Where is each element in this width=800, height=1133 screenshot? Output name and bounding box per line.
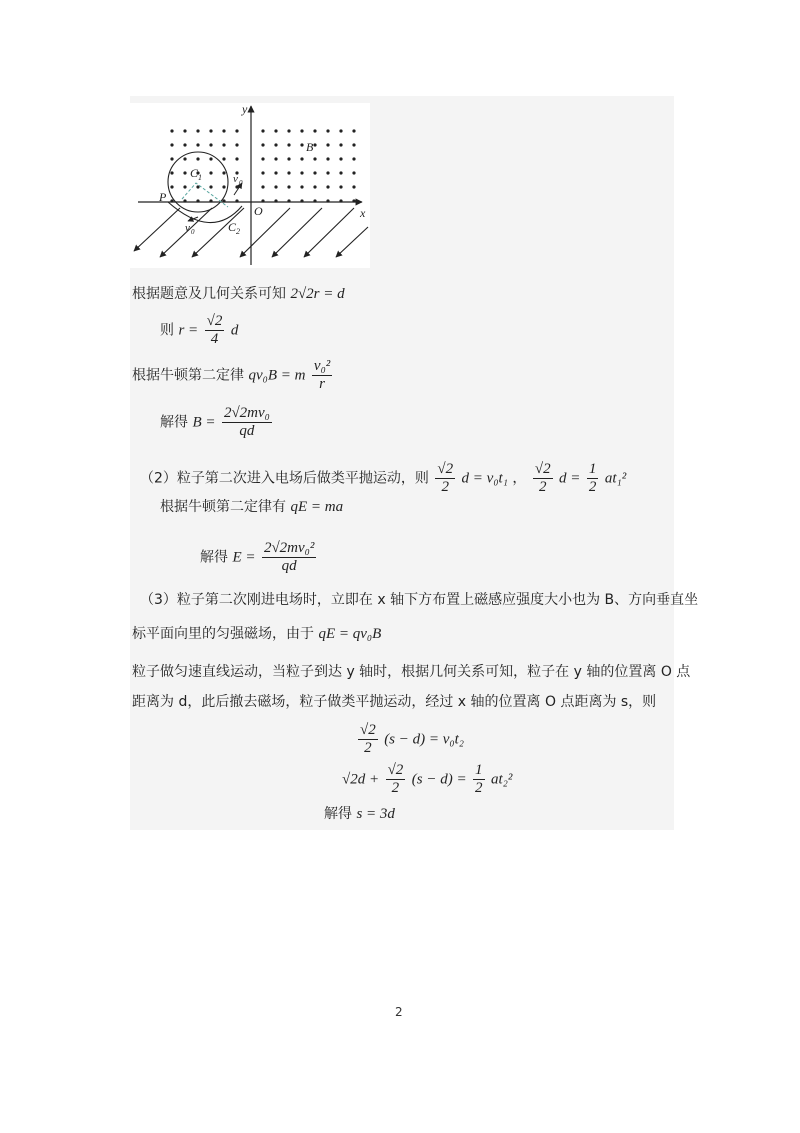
field-dot bbox=[209, 157, 212, 160]
text-line-14 bbox=[324, 804, 395, 824]
field-dot bbox=[183, 129, 186, 132]
eq5a-den: 2 bbox=[441, 479, 449, 495]
field-dot bbox=[235, 129, 238, 132]
field-dot bbox=[339, 171, 342, 174]
text-part2-intro: （2）粒子第二次进入电场后做类平抛运动，则 bbox=[140, 470, 429, 487]
field-dot bbox=[313, 171, 316, 174]
field-dot bbox=[287, 157, 290, 160]
field-dot bbox=[339, 157, 342, 160]
eq5b-num: √2 bbox=[534, 461, 551, 477]
text-solve-s: 解得 bbox=[324, 806, 352, 822]
field-dot bbox=[170, 143, 173, 146]
field-dot bbox=[170, 129, 173, 132]
eq5b-half-den: 2 bbox=[588, 479, 597, 495]
text-then: 则 bbox=[160, 322, 174, 339]
field-dot bbox=[274, 143, 277, 146]
text-newton-has: 根据牛顿第二定律有 bbox=[160, 499, 286, 515]
text-line-7 bbox=[200, 540, 318, 575]
text-comma: ， bbox=[512, 470, 527, 487]
field-dot bbox=[222, 129, 225, 132]
eq-B-den: qd bbox=[239, 423, 255, 439]
eq5b-den: 2 bbox=[538, 479, 547, 495]
eq-r-fraction bbox=[205, 313, 225, 348]
eq5b-fraction bbox=[533, 461, 553, 496]
field-dot bbox=[287, 171, 290, 174]
field-dot bbox=[326, 157, 329, 160]
eq-E-lhs: E = bbox=[232, 549, 256, 566]
magnetic-field-dots bbox=[170, 129, 355, 202]
text-line-10: 粒子做匀速直线运动，当粒子到达 y 轴时，根据几何关系可知，粒子在 y 轴的位置离 O 点 bbox=[132, 664, 691, 680]
eq5b-rhs: at₁² bbox=[604, 470, 627, 487]
label-O: O bbox=[254, 204, 263, 218]
field-dot bbox=[183, 185, 186, 188]
field-dot bbox=[209, 143, 212, 146]
field-dot bbox=[326, 129, 329, 132]
eq5b-half bbox=[587, 461, 599, 496]
eq-2root2r: 2√2r = d bbox=[290, 286, 345, 302]
field-dot bbox=[261, 129, 264, 132]
field-dot bbox=[170, 185, 173, 188]
text-newton-law: 根据牛顿第二定律 bbox=[132, 367, 244, 384]
field-dot bbox=[313, 129, 316, 132]
label-v0-left-sub: 0 bbox=[191, 228, 195, 236]
text-solve-B: 解得 bbox=[160, 414, 188, 431]
text-solve-E: 解得 bbox=[200, 549, 228, 566]
field-dot bbox=[300, 185, 303, 188]
label-C2-sub: 2 bbox=[236, 227, 240, 236]
field-dot bbox=[274, 157, 277, 160]
field-dot bbox=[222, 143, 225, 146]
text-line-8: （3）粒子第二次刚进电场时，立即在 x 轴下方布置上磁感应强度大小也为 B、方向垂直坐 bbox=[140, 592, 699, 608]
field-dot bbox=[313, 157, 316, 160]
field-dot bbox=[352, 171, 355, 174]
field-dot bbox=[196, 143, 199, 146]
field-dot bbox=[222, 157, 225, 160]
label-C1: C bbox=[190, 166, 199, 180]
field-dot bbox=[352, 185, 355, 188]
field-dot bbox=[326, 143, 329, 146]
field-dot bbox=[261, 143, 264, 146]
eq13-half-den: 2 bbox=[475, 780, 483, 796]
field-dot bbox=[183, 171, 186, 174]
text-line-4 bbox=[160, 405, 274, 440]
label-v0-left: v bbox=[185, 222, 190, 234]
label-v0-right-sub: 0 bbox=[239, 179, 243, 187]
eq-E-den: qd bbox=[281, 558, 297, 574]
eq-r-lhs: r = bbox=[178, 322, 199, 339]
label-B: B bbox=[306, 140, 314, 154]
field-dot bbox=[313, 185, 316, 188]
field-dot bbox=[196, 129, 199, 132]
field-dot bbox=[287, 129, 290, 132]
text-line-12 bbox=[356, 722, 464, 757]
field-dot bbox=[170, 171, 173, 174]
eq-r-den: 4 bbox=[210, 331, 219, 347]
eq-E-fraction bbox=[262, 540, 316, 575]
field-dot bbox=[222, 171, 225, 174]
field-dot bbox=[235, 157, 238, 160]
eq13-num: √2 bbox=[387, 762, 404, 778]
field-dot bbox=[170, 157, 173, 160]
text-part3-field: 标平面向里的匀强磁场，由于 bbox=[132, 626, 314, 642]
field-dot bbox=[339, 129, 342, 132]
eq-r-rhs: d bbox=[230, 322, 239, 339]
field-dot bbox=[326, 171, 329, 174]
eq-lorentz-num: v₀² bbox=[313, 358, 331, 374]
field-dot bbox=[183, 157, 186, 160]
eq13-lhs: √2d + bbox=[342, 771, 380, 788]
field-dot bbox=[274, 185, 277, 188]
eq12-num: √2 bbox=[360, 722, 376, 738]
eq13-half-num: 1 bbox=[475, 762, 483, 778]
text-line-3 bbox=[132, 358, 334, 393]
field-dot bbox=[235, 143, 238, 146]
eq-B-fraction bbox=[222, 405, 272, 440]
eq12-rhs: (s − d) = v₀t₂ bbox=[384, 731, 465, 748]
eq5a-fraction bbox=[435, 461, 455, 496]
text-line-1 bbox=[132, 284, 345, 304]
text-line-9 bbox=[132, 624, 381, 644]
field-dot bbox=[209, 171, 212, 174]
eq5a-num: √2 bbox=[437, 461, 454, 477]
text-line-6 bbox=[160, 497, 343, 517]
text-line-11: 距离为 d，此后撤去磁场，粒子做类平抛运动，经过 x 轴的位置离 O 点距离为 s，则 bbox=[132, 694, 657, 710]
eq-qE-ma: qE = ma bbox=[290, 499, 344, 515]
field-dot bbox=[352, 143, 355, 146]
eq-qE-qvB: qE = qv₀B bbox=[318, 626, 382, 642]
field-dot bbox=[209, 185, 212, 188]
field-dot bbox=[287, 185, 290, 188]
eq-lorentz-den: r bbox=[319, 376, 326, 392]
eq13-fraction bbox=[386, 762, 406, 797]
field-dot bbox=[222, 185, 225, 188]
field-dot bbox=[261, 157, 264, 160]
eq-B-num: 2√2mv₀ bbox=[223, 405, 270, 421]
page-number: 2 bbox=[395, 1005, 403, 1019]
eq5a-rhs: d = v₀t₁ bbox=[461, 470, 508, 487]
eq-s: s = 3d bbox=[356, 806, 395, 822]
field-dot bbox=[196, 157, 199, 160]
field-diagram bbox=[130, 103, 370, 268]
eq13-den: 2 bbox=[391, 780, 400, 796]
eq-E-num: 2√2mv₀² bbox=[263, 540, 315, 556]
text-geometry-intro: 根据题意及几何关系可知 bbox=[132, 286, 286, 302]
eq-lorentz-fraction bbox=[312, 358, 332, 393]
eq13-mid: (s − d) = bbox=[411, 771, 467, 788]
text-line-13 bbox=[342, 762, 512, 797]
field-dot bbox=[300, 143, 303, 146]
field-dot bbox=[300, 157, 303, 160]
text-line-5 bbox=[140, 461, 626, 496]
eq5b-mid: d = bbox=[559, 470, 581, 487]
field-dot bbox=[339, 185, 342, 188]
label-C1-sub: 1 bbox=[198, 173, 202, 182]
eq-r-num: √2 bbox=[206, 313, 223, 329]
eq5b-half-num: 1 bbox=[588, 461, 597, 477]
eq12-fraction bbox=[358, 722, 378, 757]
field-dot bbox=[352, 157, 355, 160]
field-dot bbox=[274, 171, 277, 174]
field-dot bbox=[300, 129, 303, 132]
label-y: y bbox=[242, 103, 248, 116]
field-dot bbox=[287, 143, 290, 146]
eq-B-lhs: B = bbox=[192, 414, 216, 431]
trajectory-circle bbox=[168, 152, 228, 212]
field-dot bbox=[339, 143, 342, 146]
field-dot bbox=[326, 185, 329, 188]
eq13-rhs: at₂² bbox=[490, 771, 513, 788]
eq12-den: 2 bbox=[364, 740, 372, 756]
eq-lorentz-lhs: qv₀B = m bbox=[248, 367, 306, 384]
field-dot bbox=[183, 143, 186, 146]
label-P: P bbox=[159, 190, 167, 204]
field-dot bbox=[261, 185, 264, 188]
eq13-half bbox=[473, 762, 485, 797]
geometry-lines bbox=[182, 183, 228, 207]
field-dot bbox=[352, 129, 355, 132]
field-dot bbox=[274, 129, 277, 132]
label-v0-right: v bbox=[233, 173, 238, 185]
field-dot bbox=[261, 171, 264, 174]
label-C2: C bbox=[228, 220, 237, 234]
label-x: x bbox=[360, 206, 366, 220]
field-dot bbox=[209, 129, 212, 132]
field-dot bbox=[300, 171, 303, 174]
field-dot bbox=[313, 143, 316, 146]
text-line-2 bbox=[160, 313, 238, 348]
physics-figure bbox=[130, 103, 370, 268]
